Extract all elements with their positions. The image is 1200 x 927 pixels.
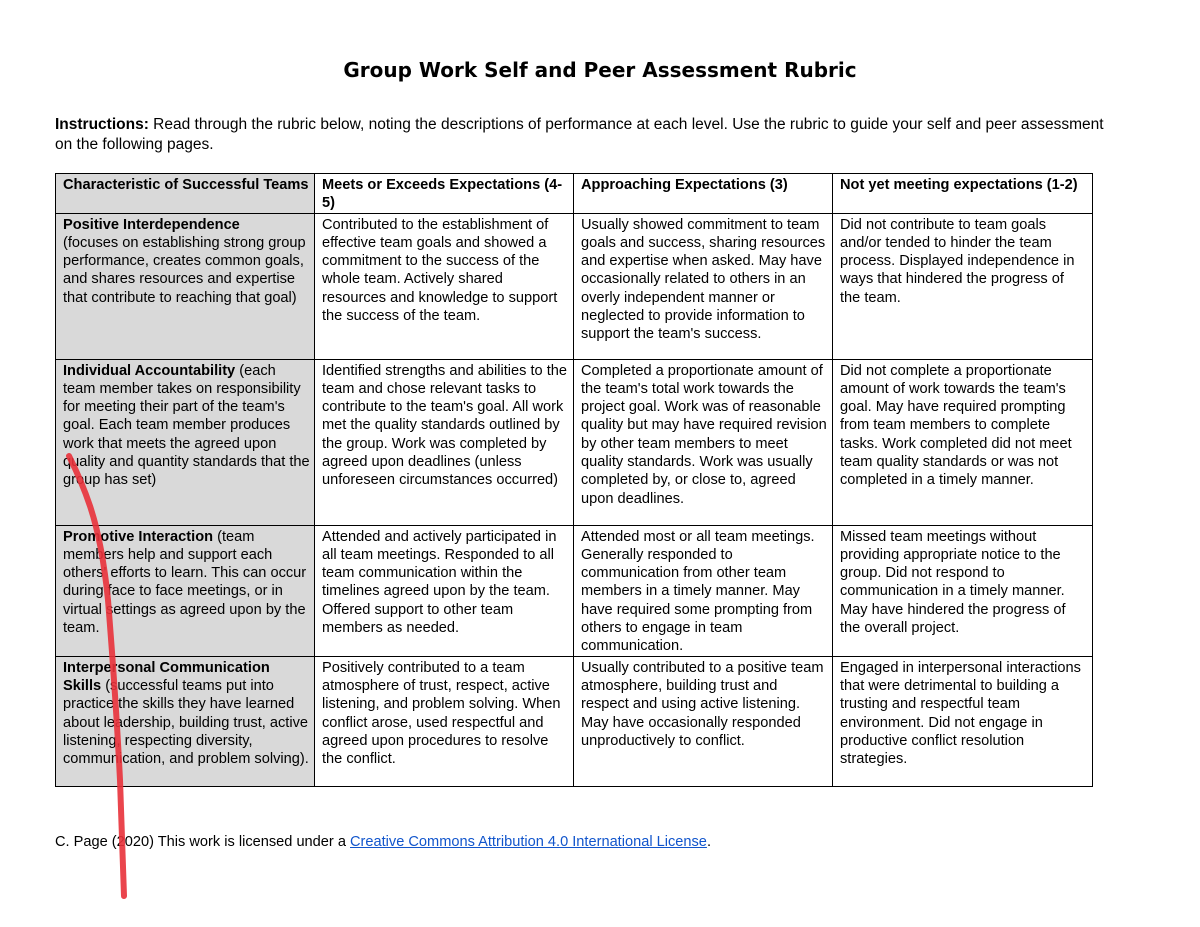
header-characteristic: Characteristic of Successful Teams (56, 174, 315, 214)
page-title: Group Work Self and Peer Assessment Rubric (343, 58, 857, 82)
table-row (56, 213, 1093, 359)
license-link[interactable]: Creative Commons Attribution 4.0 International License (350, 834, 707, 850)
characteristic-name: Individual Accountability (63, 362, 236, 379)
header-meets: Meets or Exceeds Expectations (4-5) (315, 174, 574, 214)
characteristic-cell (56, 359, 315, 525)
header-not-yet: Not yet meeting expectations (1-2) (833, 174, 1093, 214)
characteristic-name: Promotive Interaction (63, 528, 214, 545)
characteristic-cell (56, 656, 315, 786)
rubric-table (55, 173, 1093, 787)
characteristic-description: (successful teams put into practice the skills they have learned about leadership, building trust, active listening, respecting diversity, communication, and problem solving). (63, 677, 309, 768)
not-yet-cell: Did not contribute to team goals and/or tended to hinder the team process. Displayed independence in ways that hindered the progress of the team. (833, 213, 1093, 359)
license-prefix: C. Page (2020) This work is licensed under a (55, 834, 350, 850)
characteristic-description: (each team member takes on responsibility for meeting their part of the team's goal. Each team member produces work that meets the agreed upon quality and quantity standards that the group has set) (63, 362, 310, 489)
characteristic-name: Positive Interdependence (63, 216, 240, 233)
meets-cell: Identified strengths and abilities to the team and chose relevant tasks to contribute to the team's goal. All work met the quality standards outlined by the group. Work was completed by agreed upon deadlines (unless unforeseen circumstances occurred) (315, 359, 574, 525)
meets-cell: Contributed to the establishment of effective team goals and showed a commitment to the success of the whole team. Actively shared resources and knowledge to support the success of the team. (315, 213, 574, 359)
characteristic-cell (56, 213, 315, 359)
approaching-cell: Attended most or all team meetings. Generally responded to communication from other team members in a timely manner. May have required some prompting from others to engage in team communication. (574, 525, 833, 656)
meets-cell: Attended and actively participated in all team meetings. Responded to all team communication within the timelines agreed upon by the team. Offered support to other team members as needed. (315, 525, 574, 656)
table-row (56, 525, 1093, 656)
license-suffix: . (706, 834, 711, 850)
table-row (56, 359, 1093, 525)
approaching-cell: Completed a proportionate amount of the team's total work towards the project goal. Work was of reasonable quality but may have required revision by other team members to meet quality standards. Work was usually completed by, or close to, agreed upon deadlines. (574, 359, 833, 525)
characteristic-description: (focuses on establishing strong group performance, creates common goals, and shares resources and expertise that contribute to reaching that goal) (63, 234, 306, 306)
approaching-cell: Usually showed commitment to team goals and success, sharing resources and expertise when asked. May have occasionally related to others in an overly independent manner or neglected to provide information to support the team's success. (574, 213, 833, 359)
characteristic-cell (56, 525, 315, 656)
instructions-paragraph (55, 115, 1115, 155)
approaching-cell: Usually contributed to a positive team atmosphere, building trust and respect and using active listening. May have occasionally responded unproductively to conflict. (574, 656, 833, 786)
table-header-row (56, 174, 1093, 214)
header-approaching: Approaching Expectations (3) (574, 174, 833, 214)
meets-cell: Positively contributed to a team atmosphere of trust, respect, active listening, and problem solving. When conflict arose, used respectful and agreed upon procedures to resolve the conflict. (315, 656, 574, 786)
instructions-label: Instructions: (55, 116, 149, 133)
characteristic-description: (team members help and support each others' efforts to learn. This can occur during face to face meetings, or in virtual settings as agreed upon by the team. (63, 528, 307, 637)
instructions-text: Read through the rubric below, noting the descriptions of performance at each level. Use the rubric to guide your self and peer assessment on the following pages. (55, 116, 1104, 153)
license-footer (55, 834, 711, 850)
table-row (56, 656, 1093, 786)
characteristic-name: Interpersonal Communication Skills (63, 659, 270, 694)
not-yet-cell: Missed team meetings without providing appropriate notice to the group. Did not respond to communication in a timely manner. May have hindered the progress of the overall project. (833, 525, 1093, 656)
not-yet-cell: Did not complete a proportionate amount of work towards the team's goal. May have required prompting from team members to complete tasks. Work completed did not meet team quality standards or was not completed in a timely manner. (833, 359, 1093, 525)
not-yet-cell: Engaged in interpersonal interactions that were detrimental to building a trusting and respectful team environment. Did not engage in productive conflict resolution strategies. (833, 656, 1093, 786)
